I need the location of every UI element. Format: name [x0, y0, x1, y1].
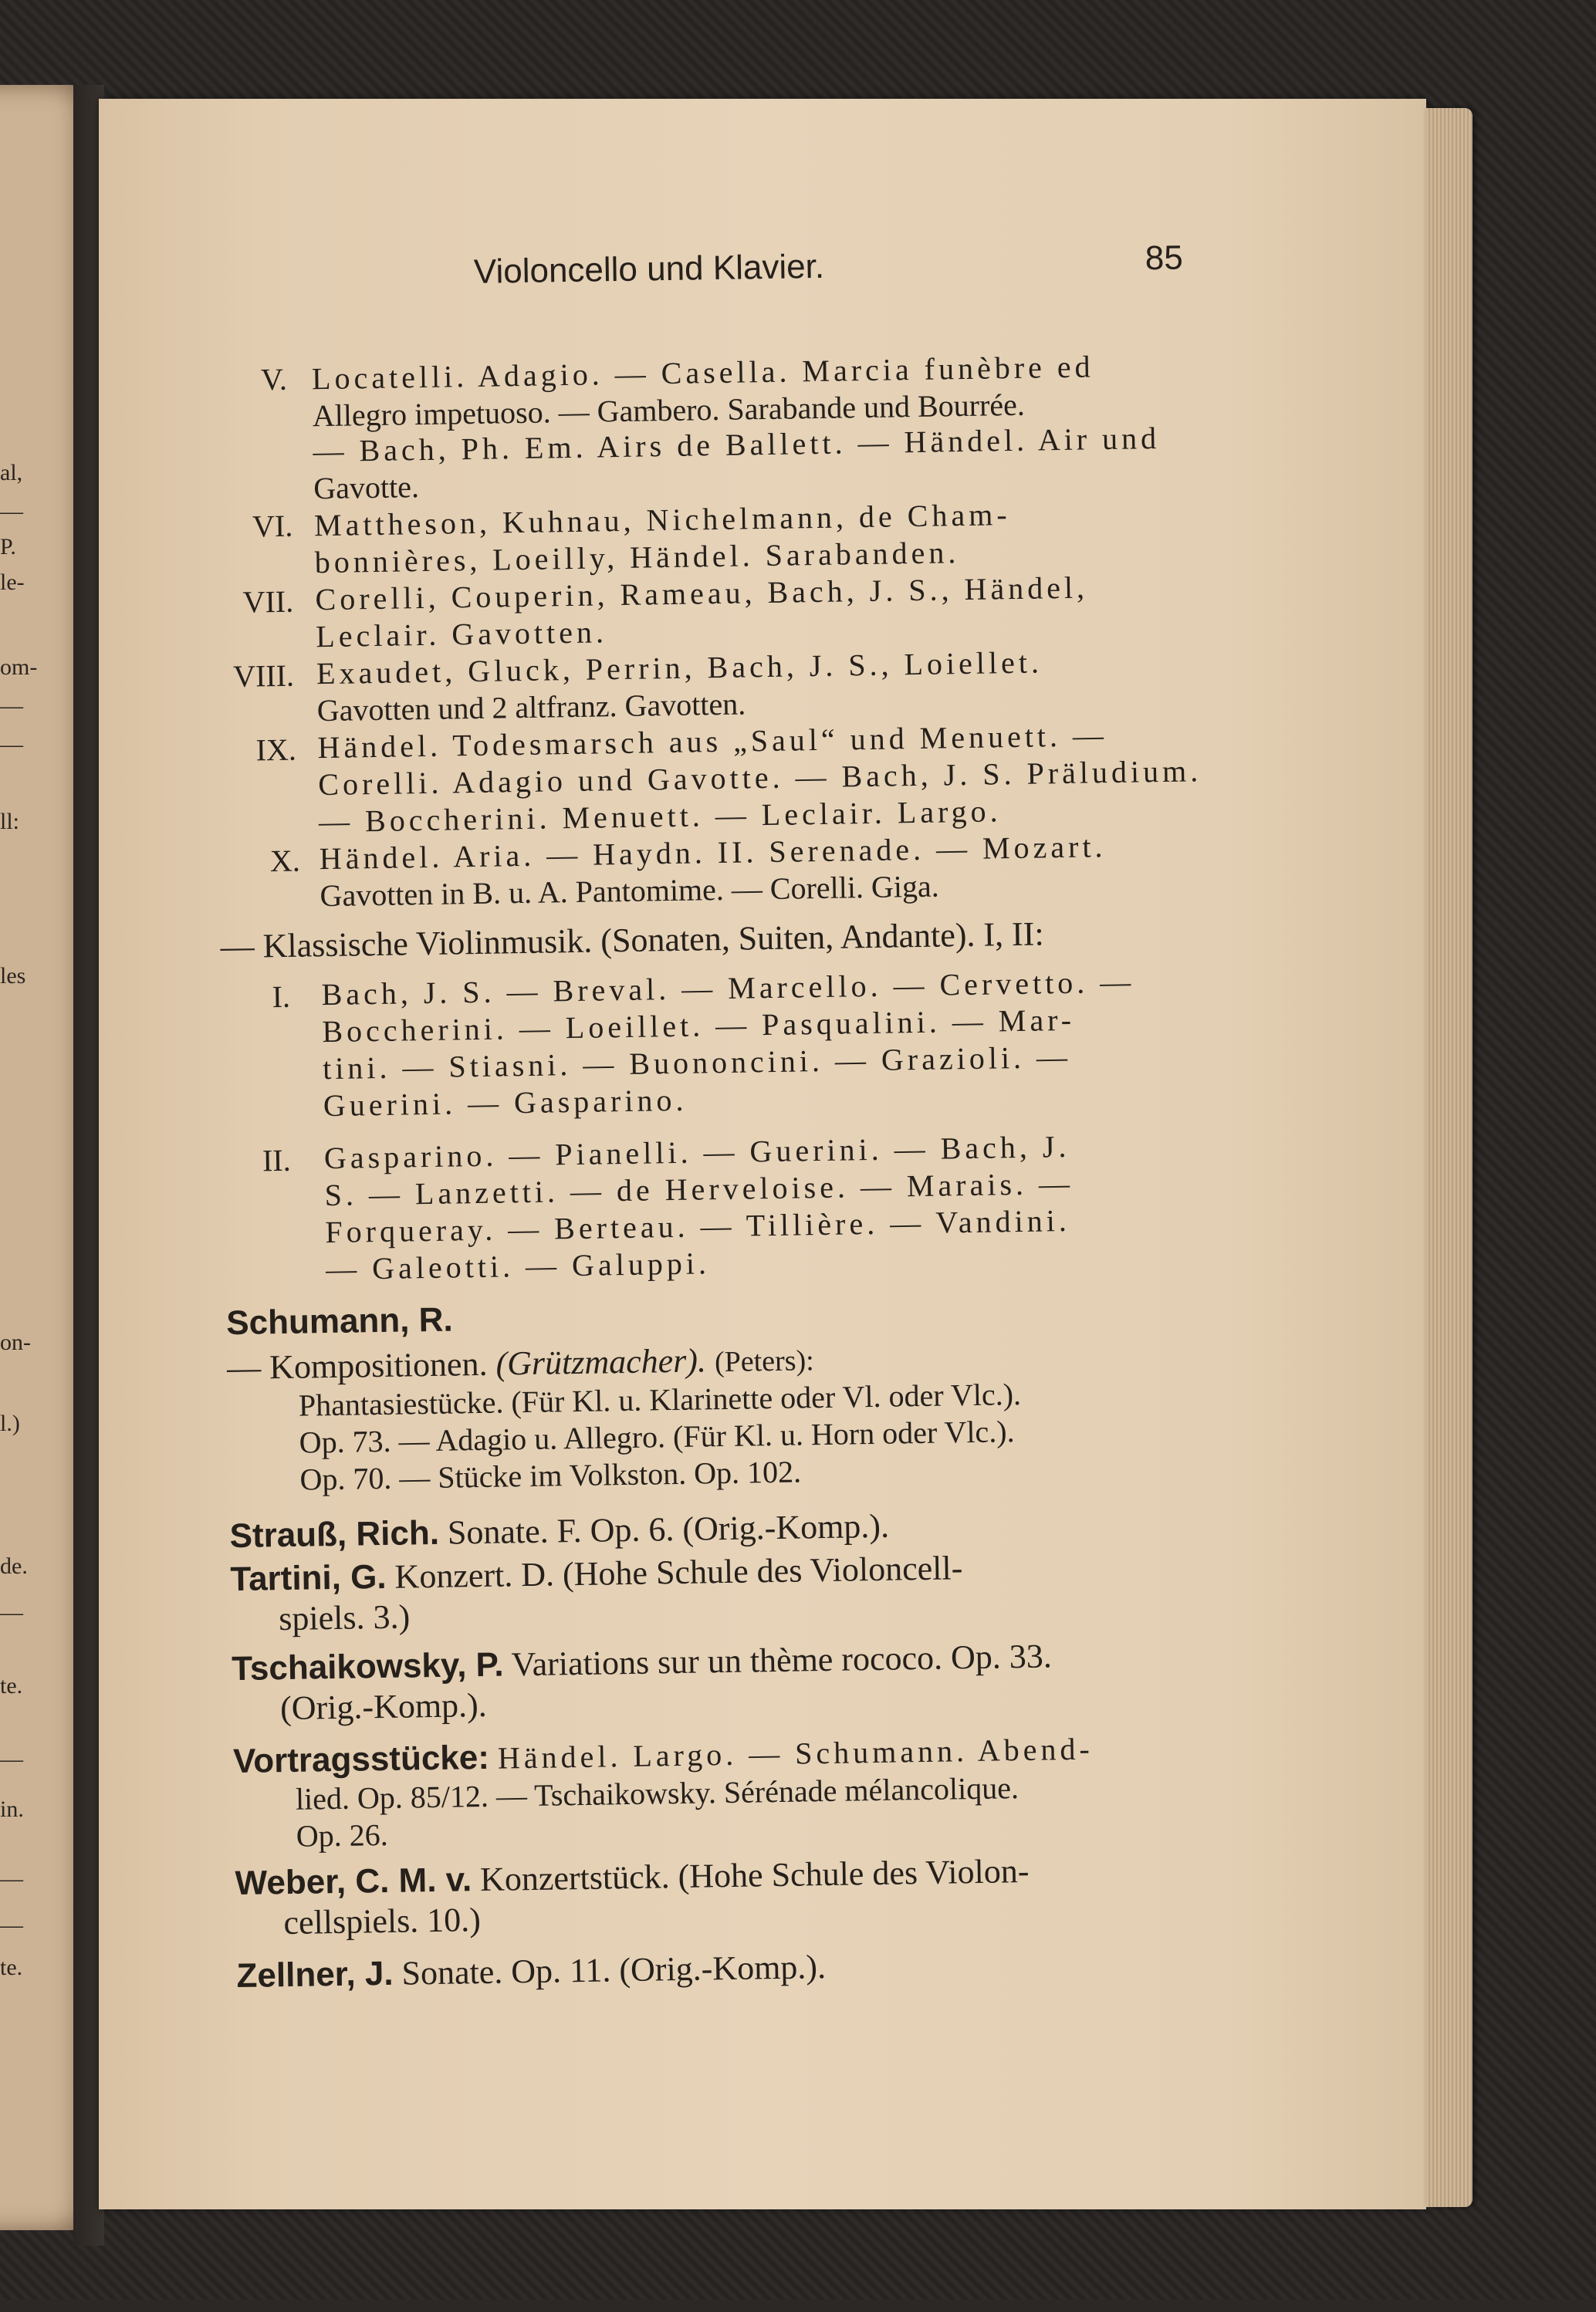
- item-text: tini. — Stiasni. — Buononcini. — Grazioli. —: [322, 1039, 1072, 1087]
- item-number: V.: [260, 361, 288, 397]
- item-text: Gavotten in B. u. A. Pantomime. — Corelli. Giga.: [320, 868, 940, 914]
- schumann-kompositionen-line: [226, 1341, 815, 1388]
- item-number: I.: [272, 979, 291, 1015]
- margin-fragment: de.: [0, 1553, 28, 1579]
- work-continuation: Op. 26.: [296, 1817, 388, 1854]
- item-text: Bach, J. S. — Breval. — Marcello. — Cervetto. —: [321, 964, 1135, 1012]
- margin-fragment: te.: [0, 1673, 23, 1699]
- item-text: Mattheson, Kuhnau, Nichelmann, de Cham-: [313, 497, 1011, 543]
- strauss-entry: [229, 1506, 890, 1556]
- item-text: Guerini. — Gasparino.: [323, 1082, 688, 1124]
- zellner-entry: [236, 1948, 827, 1996]
- tschaikowsky-entry: [232, 1639, 1052, 1686]
- tartini-entry: [230, 1551, 962, 1597]
- margin-fragment: —: [0, 1600, 23, 1625]
- item-text: Locatelli. Adagio. — Casella. Marcia funèbre ed: [311, 349, 1094, 397]
- composer-name: Schumann, R.: [225, 1300, 454, 1343]
- page-number: 85: [1145, 238, 1184, 278]
- arranger: (Grützmacher).: [495, 1341, 707, 1383]
- work-line: Op. 70. — Stücke im Volkston. Op. 102.: [299, 1454, 802, 1497]
- item-text: bonnières, Loeilly, Händel. Sarabanden.: [314, 535, 960, 580]
- item-number: X.: [269, 843, 301, 879]
- composer-name: Weber, C. M. v.: [235, 1861, 472, 1903]
- item-text: Gavotten und 2 altfranz. Gavotten.: [316, 686, 746, 728]
- margin-fragment: P.: [0, 534, 16, 559]
- item-text: Händel. Aria. — Haydn. II. Serenade. — Mozart.: [319, 829, 1107, 877]
- item-text: S. — Lanzetti. — de Herveloise. — Marais. —: [324, 1165, 1074, 1213]
- item-text: Exaudet, Gluck, Perrin, Bach, J. S., Loiellet.: [316, 644, 1043, 691]
- composer-name: Zellner, J.: [236, 1954, 394, 1996]
- item-number: II.: [262, 1142, 291, 1178]
- section-name: Vortragsstücke:: [232, 1738, 490, 1781]
- margin-fragment: te.: [0, 1955, 23, 1980]
- margin-fragment: le-: [0, 570, 25, 595]
- item-text: Gavotte.: [313, 469, 420, 506]
- margin-fragment: —: [0, 1866, 23, 1891]
- margin-fragment: —: [0, 1746, 23, 1772]
- item-text: Corelli. Adagio und Gavotte. — Bach, J. S. Präludium.: [317, 753, 1202, 803]
- composer-name: Tartini, G.: [230, 1557, 387, 1599]
- item-text: Allegro impetuoso. — Gambero. Sarabande und Bourrée.: [312, 387, 1026, 434]
- work-continuation: lied. Op. 85/12. — Tschaikowsky. Sérénade mélancolique.: [295, 1770, 1019, 1817]
- margin-fragment: om-: [0, 654, 38, 680]
- section-heading: — Klassische Violinmusik. (Sonaten, Suiten, Andante). I, II:: [220, 914, 1044, 966]
- margin-fragment: —: [0, 1912, 23, 1938]
- margin-fragment: l.): [0, 1411, 20, 1436]
- kompositionen-label: — Kompositionen.: [226, 1344, 488, 1388]
- margin-fragment: al,: [0, 460, 23, 485]
- item-number: VIII.: [232, 657, 295, 694]
- item-number: VI.: [252, 508, 293, 544]
- publisher: (Peters):: [714, 1344, 815, 1379]
- work-text: Konzert. D. (Hohe Schule des Violoncell-: [394, 1549, 963, 1596]
- margin-fragment: ll:: [0, 809, 20, 834]
- work-continuation: spiels. 3.): [278, 1597, 411, 1638]
- work-continuation: (Orig.-Komp.).: [279, 1685, 488, 1728]
- margin-fragment: in.: [0, 1797, 24, 1822]
- work-text: Konzertstück. (Hohe Schule des Violon-: [479, 1851, 1030, 1899]
- work-line: Op. 73. — Adagio u. Allegro. (Für Kl. u. Horn oder Vlc.).: [299, 1414, 1015, 1460]
- item-text: Leclair. Gavotten.: [315, 614, 608, 654]
- margin-fragment: les: [0, 963, 26, 989]
- item-text: — Boccherini. Menuett. — Leclair. Largo.: [318, 793, 1002, 840]
- work-text: Händel. Largo. — Schumann. Abend-: [497, 1731, 1094, 1776]
- item-text: Boccherini. — Loeillet. — Pasqualini. — Mar-: [322, 1002, 1076, 1050]
- item-text: — Galeotti. — Galuppi.: [325, 1246, 711, 1287]
- composer-name: Tschaikowsky, P.: [231, 1645, 504, 1688]
- item-text: — Bach, Ph. Em. Airs de Ballett. — Händel. Air und: [313, 420, 1161, 469]
- item-number: IX.: [255, 732, 297, 768]
- weber-entry: [235, 1851, 1030, 1903]
- running-header: Violoncello und Klavier.: [473, 247, 825, 291]
- work-text: Sonate. F. Op. 6. (Orig.-Komp.).: [447, 1506, 890, 1552]
- margin-fragment: —: [0, 732, 23, 757]
- composer-name: Strauß, Rich.: [229, 1513, 440, 1556]
- work-line: Phantasiestücke. (Für Kl. u. Klarinette oder Vl. oder Vlc.).: [298, 1376, 1022, 1423]
- work-text: Sonate. Op. 11. (Orig.-Komp.).: [401, 1948, 827, 1993]
- margin-fragment: —: [0, 499, 23, 524]
- item-text: Händel. Todesmarsch aus „Saul“ und Menuett. —: [317, 718, 1108, 766]
- item-text: Forqueray. — Berteau. — Tillière. — Vandini.: [325, 1202, 1071, 1250]
- item-text: Gasparino. — Pianelli. — Guerini. — Bach, J.: [323, 1128, 1070, 1176]
- item-text: Corelli, Couperin, Rameau, Bach, J. S., Händel,: [315, 570, 1089, 617]
- work-text: Variations sur un thème rococo. Op. 33.: [511, 1637, 1053, 1684]
- work-continuation: cellspiels. 10.): [283, 1901, 482, 1942]
- item-number: VII.: [242, 583, 294, 620]
- margin-fragment: on-: [0, 1330, 31, 1355]
- margin-fragment: —: [0, 693, 23, 718]
